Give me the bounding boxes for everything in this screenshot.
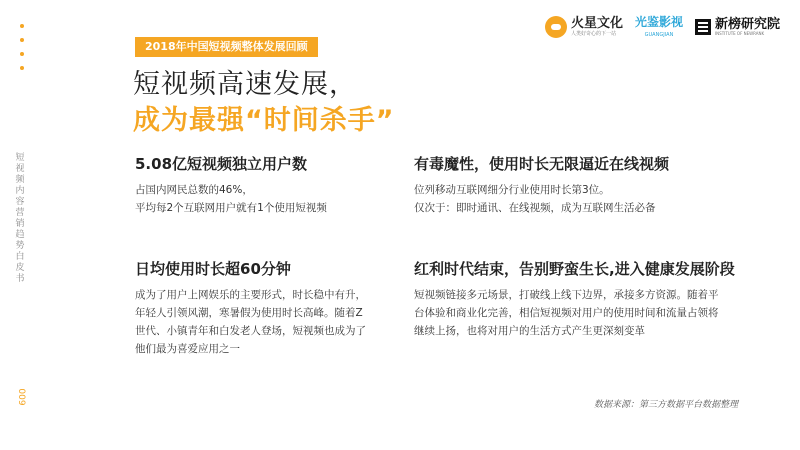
- block-text: [135, 181, 385, 217]
- decorative-dots: [20, 24, 26, 80]
- xinbang-logo-name: 新榜研究院: [714, 17, 780, 32]
- huoxing-logo-name: 火星文化: [570, 16, 623, 31]
- block-text-line: 成为了用户上网娱乐的主要形式，时长稳中有升，: [135, 289, 366, 301]
- block-title: 有毒魔性，使用时长无限逼近在线视频: [414, 155, 670, 173]
- block-text-line: 平均每2个互联网用户就有1个使用短视频: [135, 202, 327, 214]
- logo-bar: [545, 16, 780, 38]
- section-tag: 2018年中国短视频整体发展回顾: [135, 37, 318, 57]
- dot: [20, 52, 24, 56]
- page-title-line1: 短视频高速发展，: [133, 69, 357, 100]
- page-number: 009: [16, 388, 26, 406]
- guangjian-logo-name: 光鉴影视: [634, 15, 683, 29]
- block-text: [135, 286, 385, 358]
- guangjian-logo-en: GUANGJIAN: [644, 32, 674, 38]
- xinbang-logo-icon: [695, 19, 711, 35]
- stat-block-usage-time: [414, 153, 734, 217]
- stat-block-daily-duration: [135, 258, 385, 358]
- block-text-line: 继续上扬，也将对用户的生活方式产生更深刻变革: [414, 325, 645, 337]
- xinbang-logo: [695, 18, 780, 36]
- huoxing-logo: [545, 16, 623, 38]
- block-text-line: 短视频链接多元场景，打破线上线下边界，承接多方资源。随着平: [414, 289, 719, 301]
- stat-block-healthy-development: [414, 258, 744, 340]
- report-side-title: 短视频内容营销趋势白皮书: [15, 153, 25, 284]
- block-text-line: 台体验和商业化完善，相信短视频对用户的使用时间和流量占领将: [414, 307, 719, 319]
- stat-block-users: [135, 153, 385, 217]
- block-text-line: 占国内网民总数的46%，: [135, 184, 253, 196]
- block-text: [414, 286, 744, 340]
- huoxing-logo-slogan: 人类好奇心的下一站: [570, 31, 616, 37]
- block-title: 红利时代结束，告别野蛮生长,进入健康发展阶段: [414, 260, 735, 278]
- huoxing-logo-icon: [545, 16, 567, 38]
- guangjian-logo: [635, 16, 683, 38]
- xinbang-logo-en: INSTITUTE OF NEWRANK: [714, 31, 765, 36]
- block-title: 5.08亿短视频独立用户数: [135, 155, 308, 173]
- dot: [20, 38, 24, 42]
- block-text-line: 世代、小镇青年和白发老人登场，短视频也成为了: [135, 325, 366, 337]
- data-source-note: 数据来源：第三方数据平台数据整理: [593, 400, 738, 410]
- block-text-line: 位列移动互联网细分行业使用时长第3位。: [414, 184, 610, 196]
- page-title-line2: 成为最强“时间杀手”: [133, 105, 395, 136]
- block-text-line: 年轻人引领风潮，寒暑假为使用时长高峰。随着Z: [135, 307, 363, 319]
- block-title: 日均使用时长超60分钟: [135, 260, 291, 278]
- dot: [20, 24, 24, 28]
- block-text: [414, 181, 734, 217]
- dot: [20, 66, 24, 70]
- block-text-line: 他们最为喜爱应用之一: [135, 343, 240, 355]
- block-text-line: 仅次于：即时通讯、在线视频，成为互联网生活必备: [414, 202, 656, 214]
